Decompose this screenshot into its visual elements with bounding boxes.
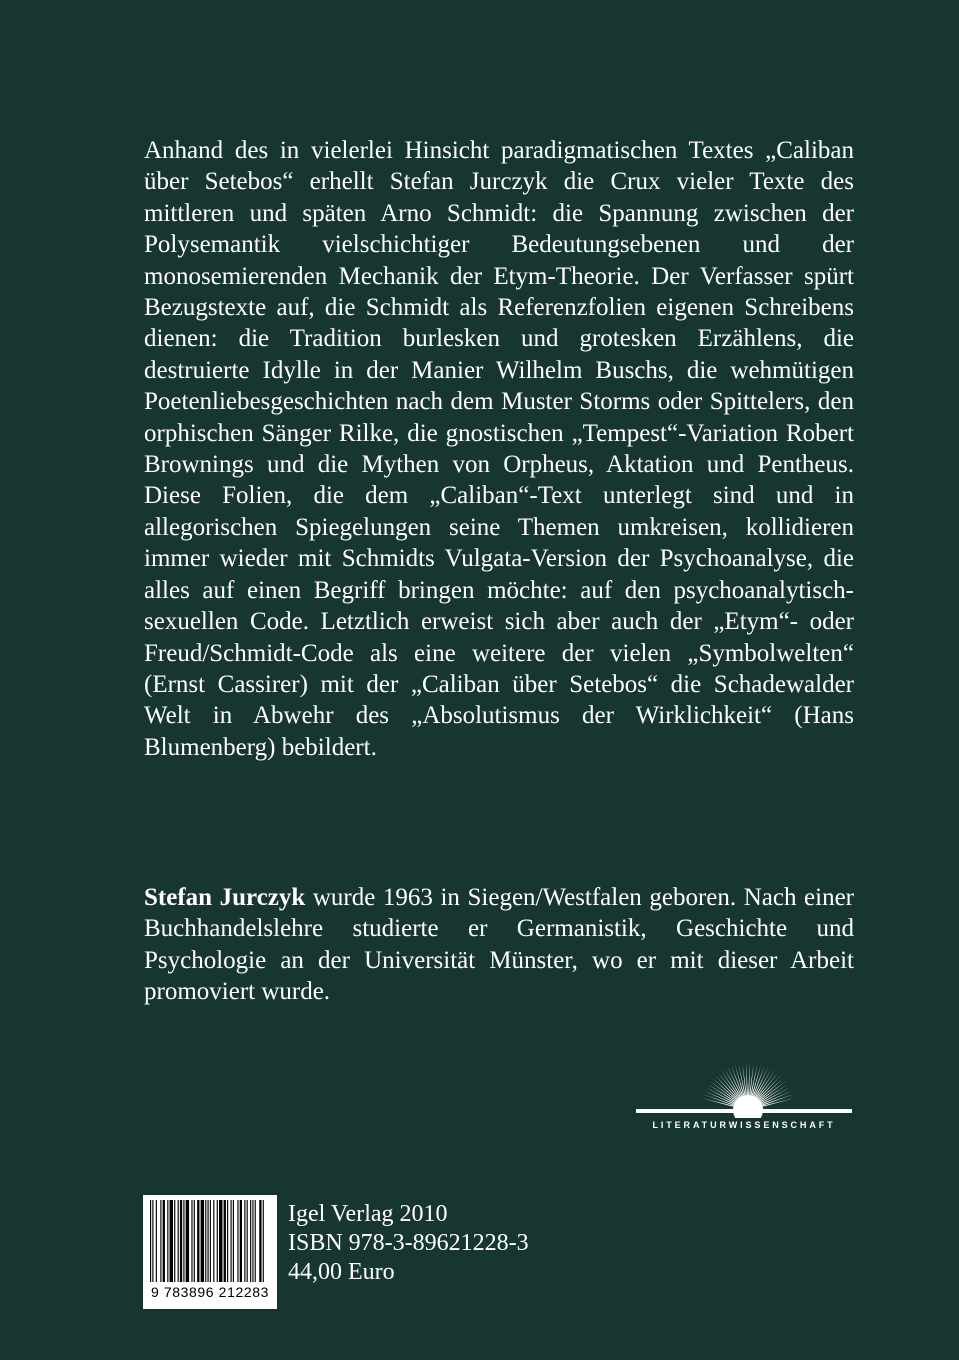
barcode-bar [156, 1200, 157, 1282]
author-bio-text: wurde 1963 in Siegen/Westfalen geboren. Nach einer Buchhandelslehre studierte er Germanistik, Geschichte und Psychologie an der Universität Münster, wo er mit dieser Arbeit promoviert wurde. [144, 884, 855, 1006]
sunburst-ray [752, 1065, 764, 1097]
barcode-bar [194, 1200, 195, 1282]
barcode-bar [167, 1200, 168, 1282]
barcode-bar [233, 1200, 234, 1282]
barcode-bar [152, 1200, 153, 1282]
barcode-bar [186, 1200, 189, 1282]
sunburst-ray [702, 1098, 735, 1107]
author-name: Stefan Jurczyk [144, 884, 306, 911]
barcode-bar [247, 1200, 248, 1282]
barcode-bar [210, 1200, 211, 1282]
barcode-digits: 9 783896 212283 [151, 1284, 269, 1300]
barcode-bar [205, 1200, 206, 1282]
barcode-bar [213, 1200, 214, 1282]
barcode-bar [237, 1200, 238, 1282]
series-label: LITERATURWISSENSCHAFT [652, 1120, 836, 1130]
barcode-bar [150, 1200, 151, 1282]
barcode-bar [250, 1200, 251, 1282]
sunburst-ray [731, 1065, 743, 1097]
barcode-bar [244, 1200, 245, 1282]
barcode-bar [219, 1200, 222, 1282]
barcode-bar [231, 1200, 232, 1282]
author-bio [144, 882, 854, 1008]
barcode-bar [240, 1200, 242, 1282]
barcode-bar [191, 1200, 192, 1282]
barcode-bar [208, 1200, 209, 1282]
sunburst-icon [636, 1042, 852, 1118]
barcode-bar [252, 1200, 253, 1282]
barcode-bar [224, 1200, 226, 1282]
publication-info [288, 1200, 529, 1287]
barcode-bar [180, 1200, 182, 1282]
isbn-barcode [143, 1195, 277, 1309]
barcode-bar [259, 1200, 261, 1282]
barcode-bar [170, 1200, 173, 1282]
publisher-line: Igel Verlag 2010 [288, 1201, 448, 1227]
blurb-text: Anhand des in vielerlei Hinsicht paradigmatischen Textes „Caliban über Setebos“ erhellt Stefan Jurczyk die Crux vieler Texte des mittleren und späten Arno Schmidt: die Spannung zwischen der Polysemantik vielschichtiger Bedeutungsebenen und der monosemierenden Mechanik der Etym-Theorie. Der Verfasser spürt Bezugstexte auf, die Schmidt als Referenzfolien eigenen Schreibens dienen: die Tradition burlesken und grotesken Erzählens, die destruierte Idylle in der Manier Wilhelm Buschs, die wehmütigen Poetenliebesgeschichten nach dem Muster Storms oder Spittelers, den orphischen Sänger Rilke, die gnostischen „Tempest“-Variation Robert Brownings und die Mythen von Orpheus, Aktation und Pentheus. Diese Folien, die dem „Caliban“-Text unterlegt sind und in allegorischen Spiegelungen seine Themen umkreisen, kollidieren immer wieder mit Schmidts Vulgata-Version der Psychoanalyse, die alles auf einen Begriff bringen möchte: auf den psychoanalytisch-sexuellen Code. Letztlich erweist sich aber auch der „Etym“- oder Freud/Schmidt-Code als eine weitere der vielen „Symbolwelten“ (Ernst Cassirer) mit der „Caliban über Setebos“ die Schadewalder Welt in Abwehr des „Absolutismus der Wirklichkeit“ (Hans Blumenberg) bebildert. [144, 137, 854, 761]
publisher-logo [636, 1042, 852, 1132]
barcode-bar [183, 1200, 184, 1282]
isbn-line: ISBN 978-3-89621228-3 [288, 1230, 529, 1256]
sunburst-ray [761, 1098, 794, 1107]
barcode-bar [163, 1200, 165, 1282]
barcode-bar [201, 1200, 204, 1282]
barcode-bars [143, 1195, 277, 1287]
barcode-bar [160, 1200, 161, 1282]
barcode-bar [255, 1200, 256, 1282]
barcode-bar [178, 1200, 179, 1282]
price-line: 44,00 Euro [288, 1259, 395, 1285]
barcode-bar [197, 1200, 199, 1282]
barcode-bar [174, 1200, 175, 1282]
sunburst-ray [746, 1062, 748, 1096]
sunburst-ray [748, 1062, 750, 1096]
barcode-bar [227, 1200, 228, 1282]
barcode-bar [263, 1200, 264, 1282]
barcode-bar [217, 1200, 218, 1282]
